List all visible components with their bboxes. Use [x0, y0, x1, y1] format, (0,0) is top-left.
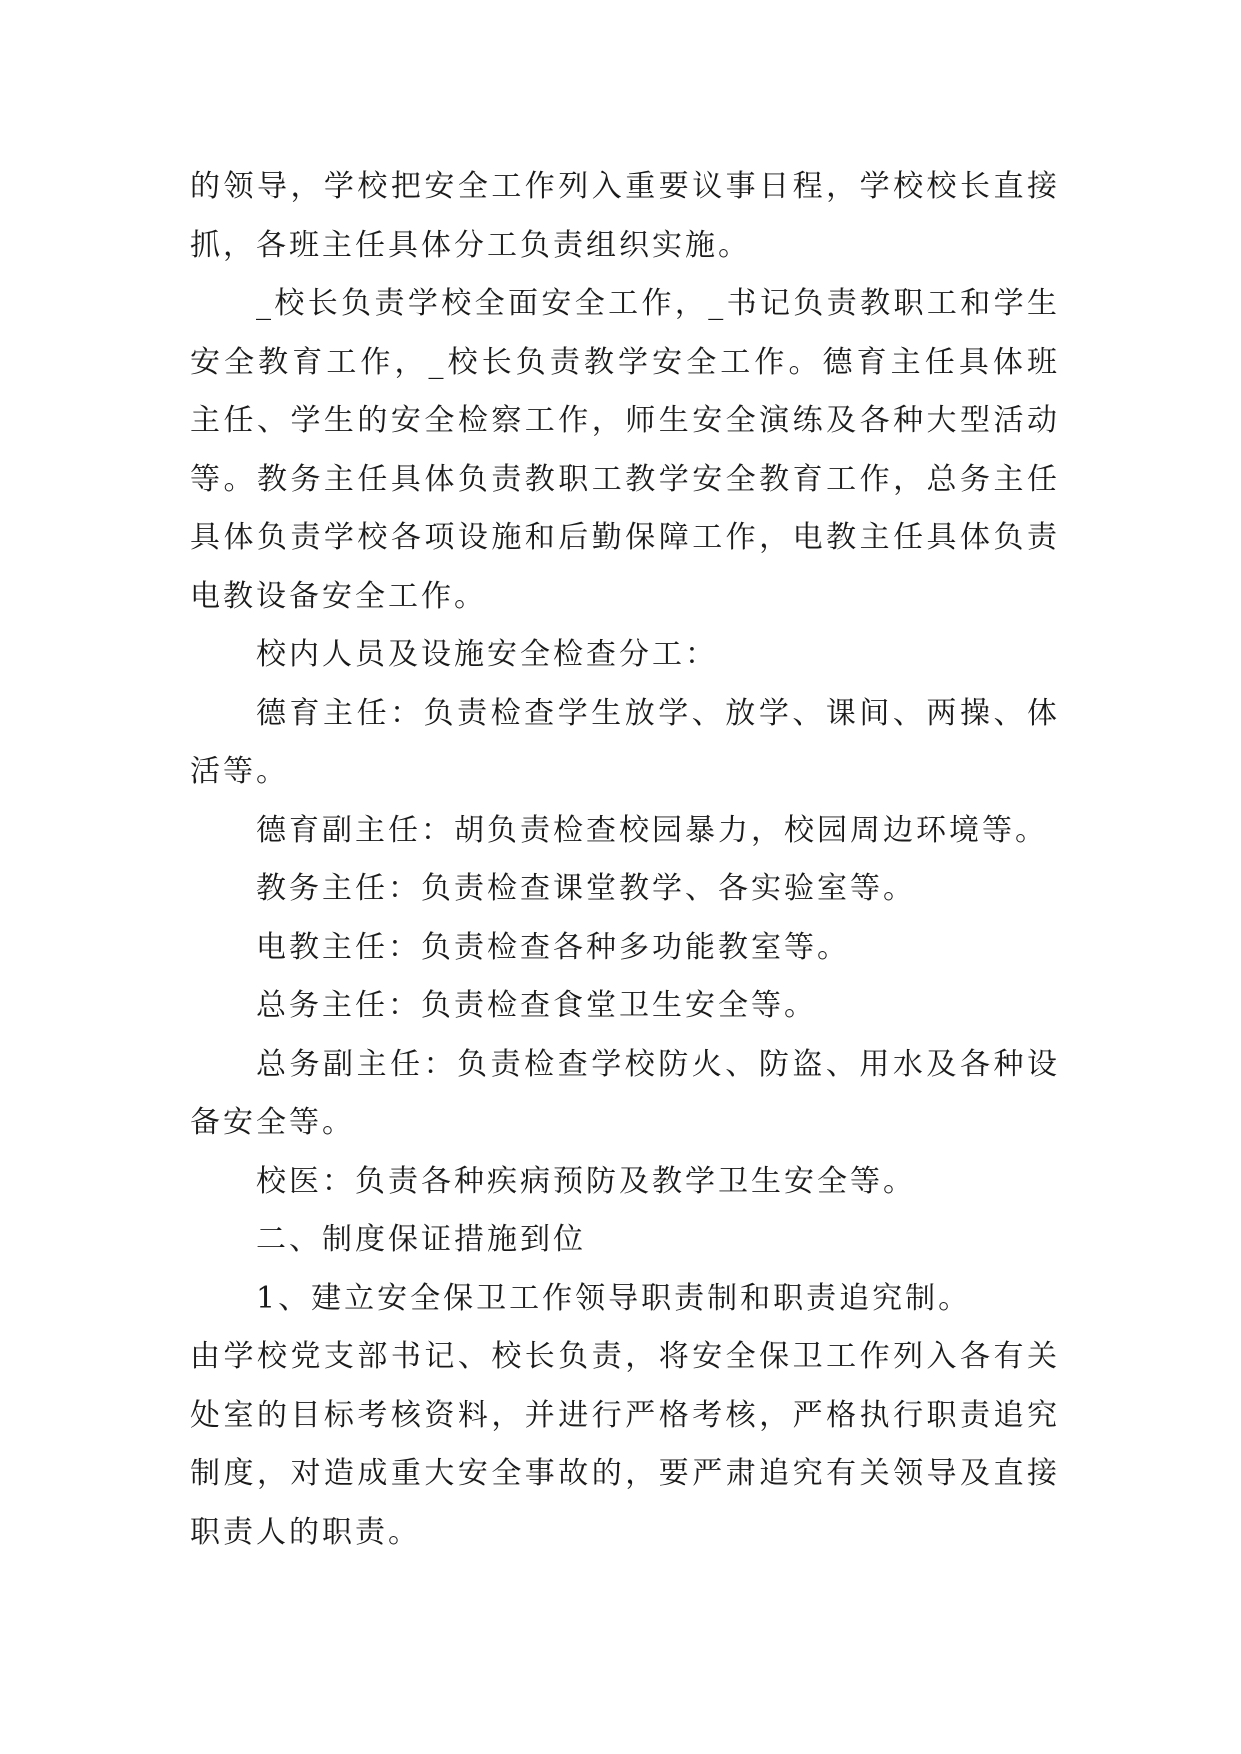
paragraph-8: 总务主任：负责检查食堂卫生安全等。 [256, 988, 817, 1023]
document-body [190, 158, 1060, 1562]
paragraph-3: 校内人员及设施安全检查分工： [256, 637, 718, 672]
paragraph-1: 的领导，学校把安全工作列入重要议事日程，学校校长直接抓，各班主任具体分工负责组织实施。 [190, 169, 1060, 263]
paragraph-6: 教务主任：负责检查课堂教学、各实验室等。 [256, 871, 916, 906]
paragraph-10: 校医：负责各种疾病预防及教学卫生安全等。 [256, 1163, 916, 1199]
paragraph-9: 总务副主任：负责检查学校防火、防盗、用水及各种设备安全等。 [190, 1046, 1060, 1140]
section-heading: 二、制度保证措施到位 [256, 1222, 586, 1257]
paragraph-7: 电教主任：负责检查各种多功能教室等。 [256, 929, 850, 965]
paragraph-4: 德育主任：负责检查学生放学、放学、课间、两操、体活等。 [190, 695, 1060, 789]
paragraph-12: 1、建立安全保卫工作领导职责制和职责追究制。 [256, 1280, 972, 1316]
paragraph-5: 德育副主任：胡负责检查校园暴力，校园周边环境等。 [256, 812, 1048, 848]
paragraph-2: _校长负责学校全面安全工作，_书记负责教职工和学生安全教育工作，_校长负责教学安全工作。德育主任具体班主任、学生的安全检察工作，师生安全演练及各种大型活动等。教务主任具体负责教职工教学安全教育工作，总务主任具体负责学校各项设施和后勤保障工作，电教主任具体负责电教设备安全工作。 [190, 286, 1060, 614]
paragraph-13: 由学校党支部书记、校长负责，将安全保卫工作列入各有关处室的目标考核资料，并进行严格考核，严格执行职责追究制度，对造成重大安全事故的，要严肃追究有关领导及直接职责人的职责。 [190, 1339, 1060, 1550]
